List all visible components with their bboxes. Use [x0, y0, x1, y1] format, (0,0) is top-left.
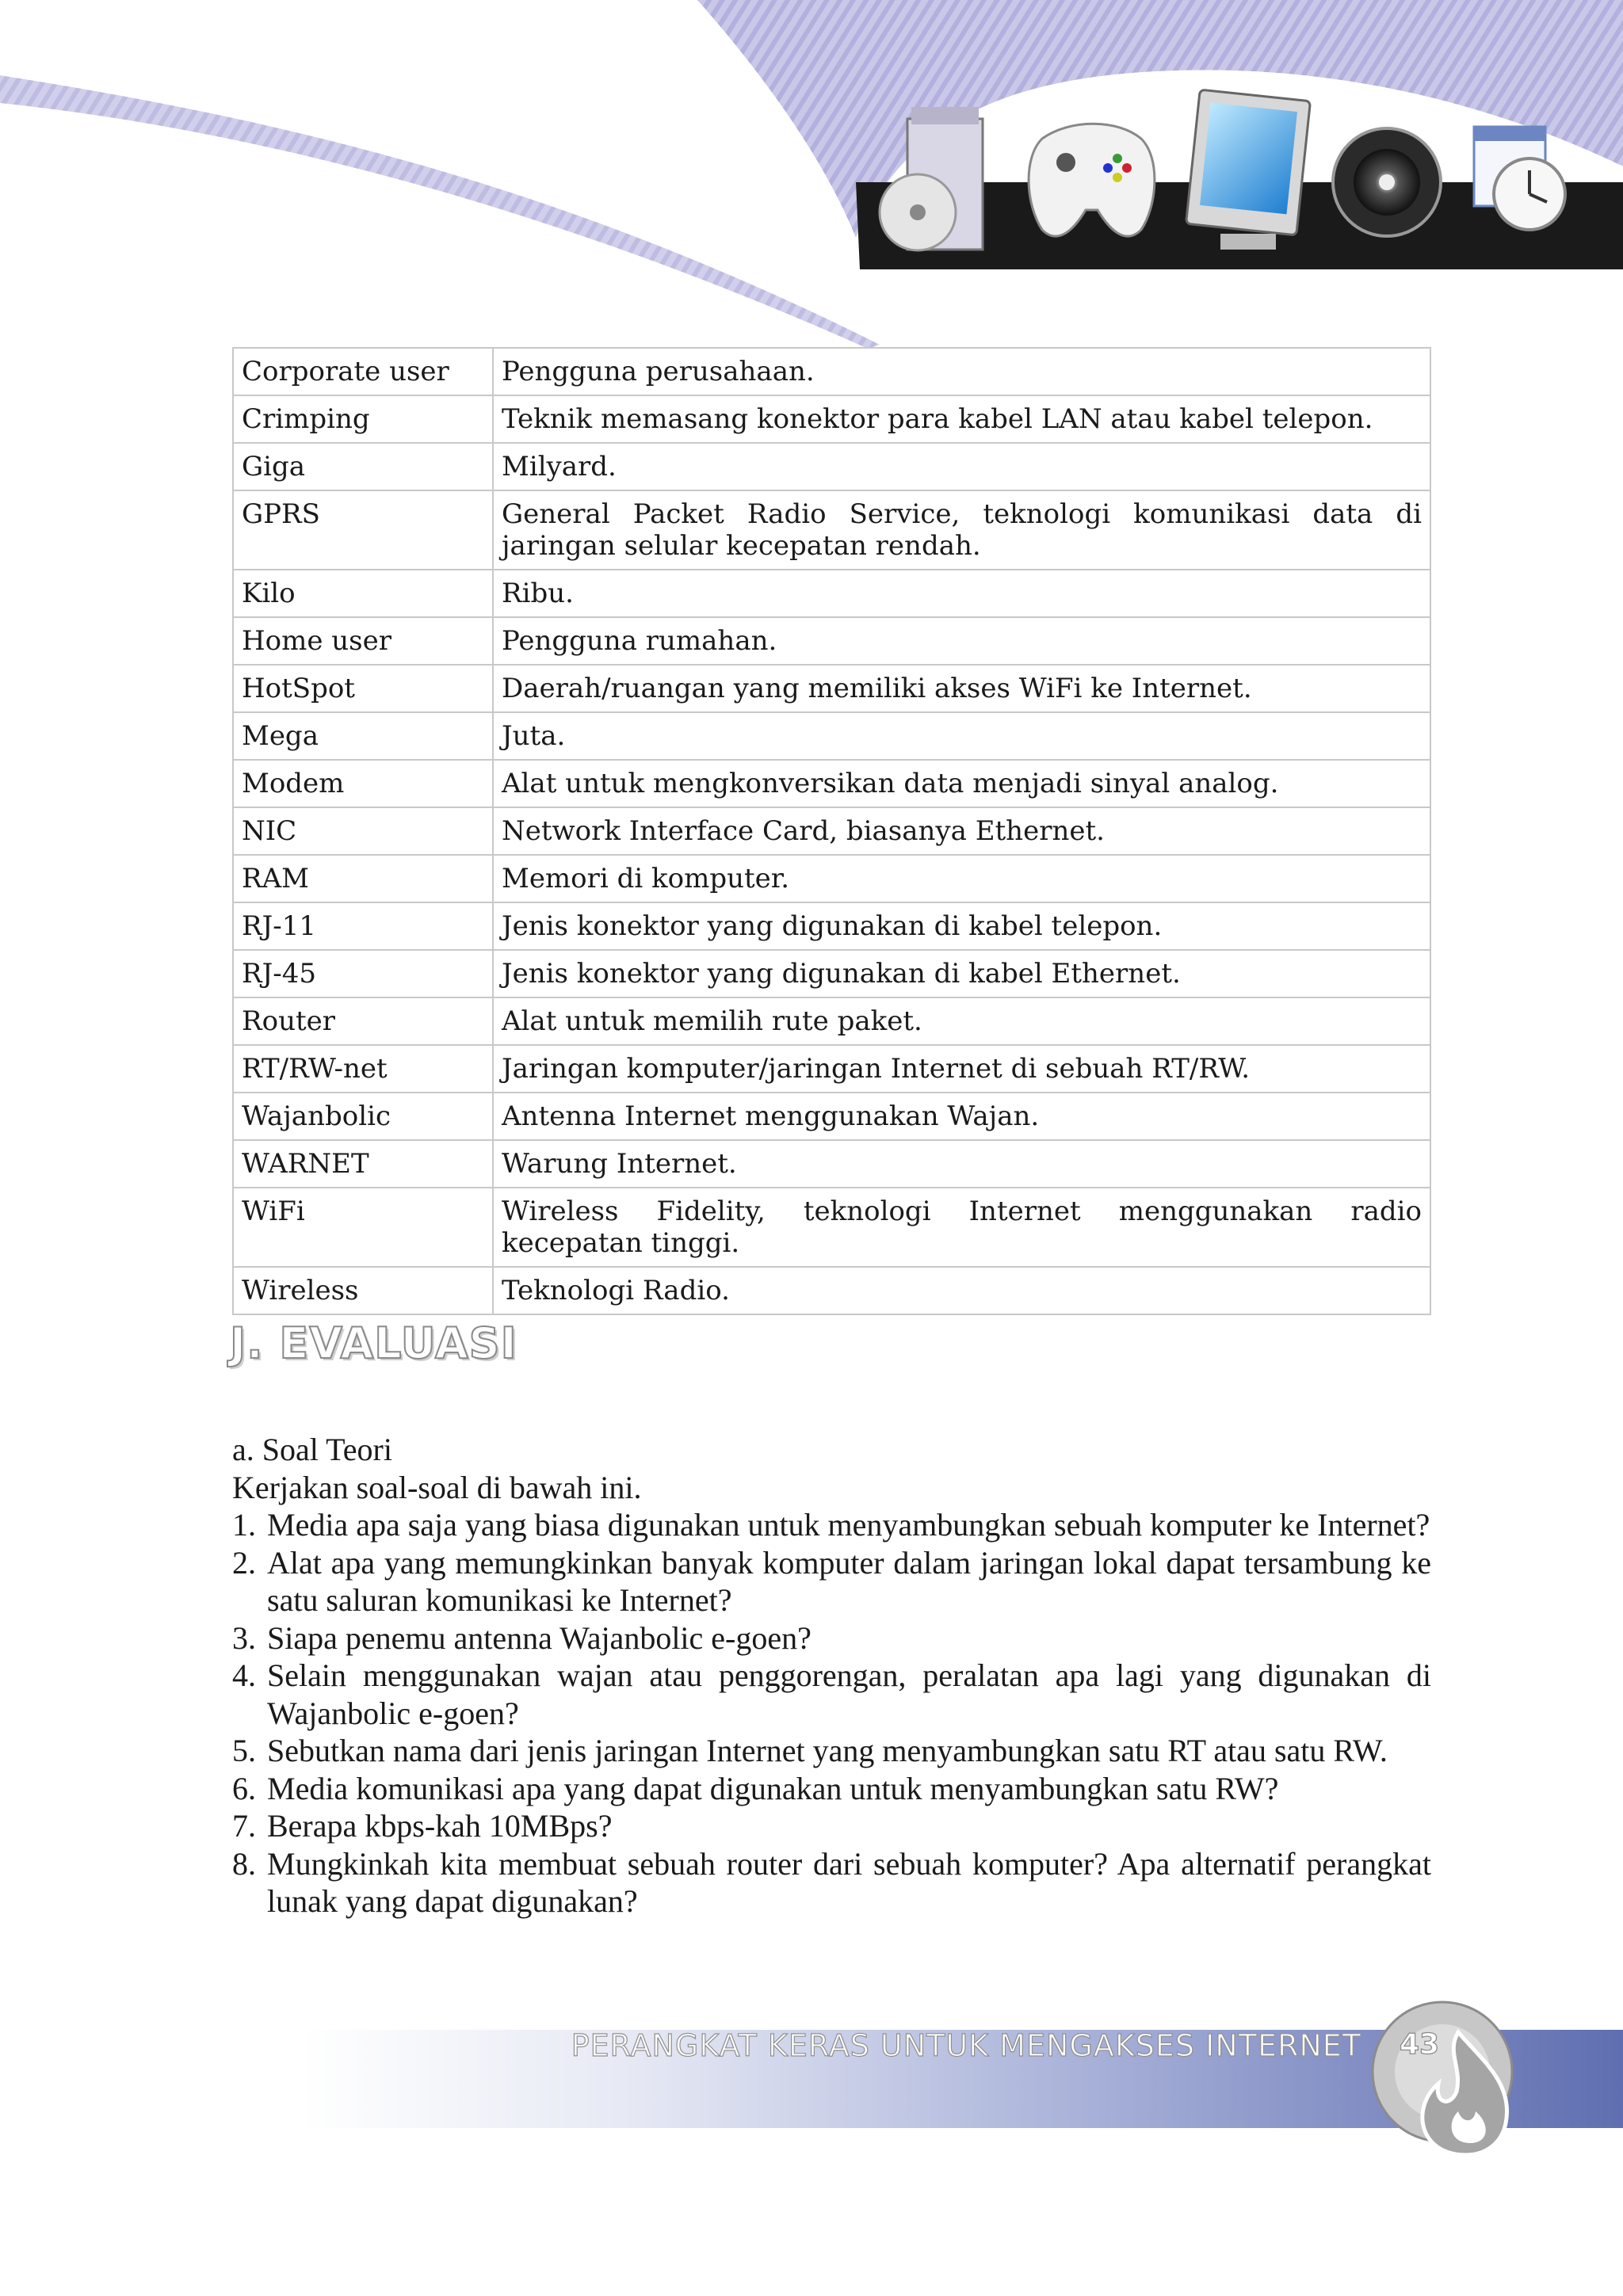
- question-text: Selain menggunakan wajan atau penggorengan, peralatan apa lagi yang digunakan di Wajanbolic e-goen?: [267, 1657, 1431, 1731]
- table-row: [233, 1140, 1430, 1188]
- question-number: 4.: [232, 1657, 256, 1693]
- question-list: [232, 1506, 1431, 1920]
- glossary-term: Wajanbolic: [233, 1093, 493, 1140]
- table-row: [233, 570, 1430, 617]
- list-item: [232, 1619, 1431, 1657]
- section-title: J. EVALUASI: [230, 1318, 517, 1368]
- list-item: [232, 1544, 1431, 1619]
- glossary-term: RJ-45: [233, 950, 493, 997]
- table-row: [233, 1188, 1430, 1267]
- glossary-definition: Jenis konektor yang digunakan di kabel Ethernet.: [493, 950, 1430, 997]
- glossary-term: NIC: [233, 807, 493, 855]
- glossary-definition: General Packet Radio Service, teknologi komunikasi data di jaringan selular kecepatan rendah.: [493, 490, 1430, 570]
- glossary-term: HotSpot: [233, 665, 493, 712]
- table-row: [233, 712, 1430, 760]
- table-row: [233, 490, 1430, 570]
- glossary-definition: Memori di komputer.: [493, 855, 1430, 902]
- question-text: Siapa penemu antenna Wajanbolic e-goen?: [267, 1619, 812, 1656]
- glossary-term: RAM: [233, 855, 493, 902]
- list-item: [232, 1732, 1431, 1770]
- glossary-table: [232, 347, 1431, 1315]
- table-row: [233, 395, 1430, 443]
- question-number: 6.: [232, 1770, 256, 1806]
- list-item: [232, 1807, 1431, 1845]
- glossary-term: WARNET: [233, 1140, 493, 1188]
- footer-title: PERANGKAT KERAS UNTUK MENGAKSES INTERNET: [571, 2028, 1361, 2063]
- glossary-definition: Teknik memasang konektor para kabel LAN atau kabel telepon.: [493, 395, 1430, 443]
- glossary-term: Home user: [233, 617, 493, 665]
- cd-logo-icon: [1363, 1997, 1537, 2171]
- glossary-term: Modem: [233, 760, 493, 807]
- glossary-term: Kilo: [233, 570, 493, 617]
- question-text: Alat apa yang memungkinkan banyak komputer dalam jaringan lokal dapat tersambung ke satu saluran komunikasi ke Internet?: [267, 1544, 1431, 1618]
- glossary-term: WiFi: [233, 1188, 493, 1267]
- glossary-term: RT/RW-net: [233, 1045, 493, 1093]
- glossary-definition: Milyard.: [493, 443, 1430, 490]
- instruction: Kerjakan soal-soal di bawah ini.: [232, 1469, 642, 1505]
- list-item: [232, 1845, 1431, 1920]
- question-text: Berapa kbps-kah 10MBps?: [267, 1808, 613, 1844]
- question-number: 1.: [232, 1507, 256, 1543]
- list-item: [232, 1506, 1431, 1544]
- glossary-definition: Alat untuk mengkonversikan data menjadi sinyal analog.: [493, 760, 1430, 807]
- glossary-term: GPRS: [233, 490, 493, 570]
- glossary-definition: Teknologi Radio.: [493, 1267, 1430, 1314]
- question-text: Media apa saja yang biasa digunakan untuk menyambungkan sebuah komputer ke Internet?: [267, 1507, 1430, 1543]
- table-row: [233, 1045, 1430, 1093]
- table-row: [233, 665, 1430, 712]
- footer: [0, 1997, 1623, 2171]
- glossary-definition: Alat untuk memilih rute paket.: [493, 997, 1430, 1045]
- table-row: [233, 902, 1430, 950]
- question-number: 5.: [232, 1733, 256, 1768]
- glossary-definition: Pengguna perusahaan.: [493, 348, 1430, 395]
- glossary-term: Giga: [233, 443, 493, 490]
- table-row: [233, 348, 1430, 395]
- glossary-term: Corporate user: [233, 348, 493, 395]
- glossary-term: Router: [233, 997, 493, 1045]
- question-number: 3.: [232, 1619, 256, 1656]
- question-number: 2.: [232, 1544, 256, 1581]
- question-number: 7.: [232, 1808, 256, 1844]
- glossary-definition: Antenna Internet menggunakan Wajan.: [493, 1093, 1430, 1140]
- list-item: [232, 1770, 1431, 1808]
- table-row: [233, 1093, 1430, 1140]
- glossary-definition: Ribu.: [493, 570, 1430, 617]
- question-text: Mungkinkah kita membuat sebuah router dari sebuah komputer? Apa alternatif perangkat lunak yang dapat digunakan?: [267, 1845, 1431, 1919]
- glossary-definition: Warung Internet.: [493, 1140, 1430, 1188]
- glossary-term: RJ-11: [233, 902, 493, 950]
- glossary-table-body: [233, 348, 1430, 1314]
- table-row: [233, 617, 1430, 665]
- question-number: 8.: [232, 1845, 256, 1882]
- table-row: [233, 855, 1430, 902]
- page-number: 43: [1400, 2028, 1440, 2061]
- table-row: [233, 807, 1430, 855]
- glossary-definition: Daerah/ruangan yang memiliki akses WiFi ke Internet.: [493, 665, 1430, 712]
- header-decoration: [0, 0, 1623, 349]
- glossary-term: Mega: [233, 712, 493, 760]
- monitor-icon: [1186, 90, 1310, 250]
- glossary-definition: Juta.: [493, 712, 1430, 760]
- question-text: Media komunikasi apa yang dapat digunakan untuk menyambungkan satu RW?: [267, 1770, 1279, 1806]
- glossary-definition: Pengguna rumahan.: [493, 617, 1430, 665]
- question-text: Sebutkan nama dari jenis jaringan Internet yang menyambungkan satu RT atau satu RW.: [267, 1733, 1388, 1768]
- table-row: [233, 443, 1430, 490]
- glossary-definition: Network Interface Card, biasanya Ethernet.: [493, 807, 1430, 855]
- table-row: [233, 760, 1430, 807]
- table-row: [233, 950, 1430, 997]
- glossary-definition: Jenis konektor yang digunakan di kabel telepon.: [493, 902, 1430, 950]
- table-row: [233, 1267, 1430, 1314]
- evaluasi-section: [232, 1431, 1431, 1920]
- glossary-term: Wireless: [233, 1267, 493, 1314]
- glossary-definition: Jaringan komputer/jaringan Internet di sebuah RT/RW.: [493, 1045, 1430, 1093]
- glossary-definition: Wireless Fidelity, teknologi Internet menggunakan radio kecepatan tinggi.: [493, 1188, 1430, 1267]
- glossary-term: Crimping: [233, 395, 493, 443]
- subheading: a. Soal Teori: [232, 1432, 392, 1467]
- speaker-icon: [1333, 128, 1441, 236]
- list-item: [232, 1657, 1431, 1732]
- table-row: [233, 997, 1430, 1045]
